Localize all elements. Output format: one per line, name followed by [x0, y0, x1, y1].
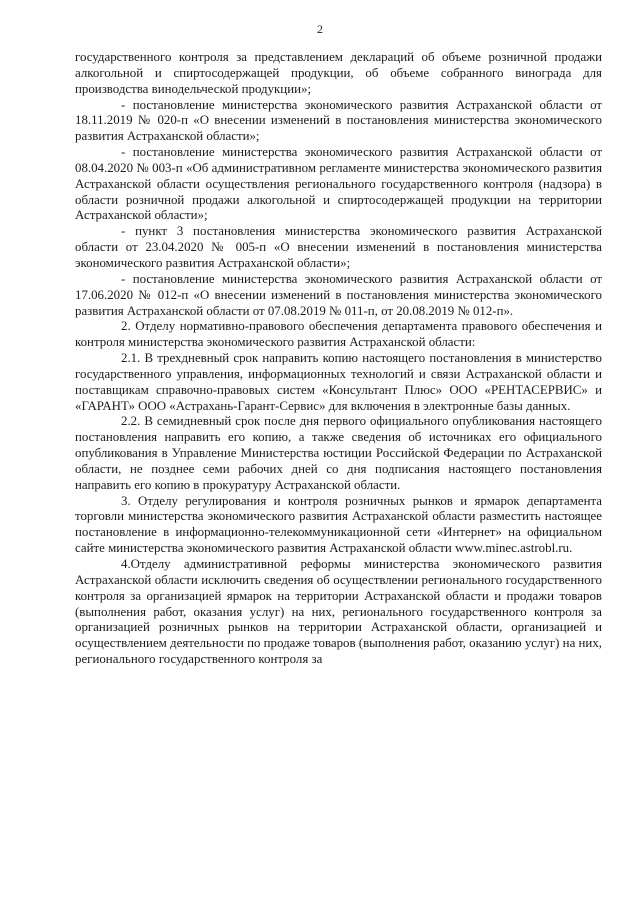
paragraph-item-2: 2. Отделу нормативно-правового обеспечения департамента правового обеспечения и контроля министерства экономического развития Астраханской области: — [75, 319, 602, 350]
paragraph-list-item: - постановление министерства экономического развития Астраханской области от 17.06.2020 № 012-п «О внесении изменений в постановления министерства экономического развития Астраханской области от 07.08.2019 № 011-п, от 20.08.2019 № 012-п». — [75, 271, 602, 318]
paragraph-continuation: государственного контроля за представлением деклараций об объеме розничной продажи алкогольной и спиртосодержащей продукции, об объеме собранного винограда для производства винодельческой продукции»; — [75, 50, 602, 96]
page-number: 2 — [317, 22, 323, 36]
paragraph-list-item: - пункт 3 постановления министерства экономического развития Астраханской области от 23.04.2020 № 005-п «О внесении изменений в постановления министерства экономического развития Астраханской области»; — [75, 224, 602, 270]
paragraph-item-3: 3. Отделу регулирования и контроля розничных рынков и ярмарок департамента торговли министерства экономического развития Астраханской области разместить настоящее постановление в информационно-телекоммуникационной сети «Интернет» на официальном сайте министерства экономического развития Астраханской области www.minec.astrobl.ru. — [75, 493, 602, 556]
paragraph-item-2-1: 2.1. В трехдневный срок направить копию настоящего постановления в министерство государственного управления, информационных технологий и связи Астраханской области и поставщикам справочно-правовых систем «Консультант Плюс» ООО «РЕНТАСЕРВИС» и «ГАРАНТ» ООО «Астрахань-Гарант-Сервис» для включения в электронные базы данных. — [75, 351, 602, 413]
paragraph-list-item: - постановление министерства экономического развития Астраханской области от 18.11.2019 № 020-п «О внесении изменений в постановления министерства экономического развития Астраханской области»; — [75, 97, 602, 144]
paragraph-item-2-2: 2.2. В семидневный срок после дня первого официального опубликования настоящего постановления направить его копию, а также сведения об источниках его официального опубликования в Управление Министерства юстиции Российской Федерации по Астраханской области, не позднее семи рабочих дней со дня подписания настоящего постановления направить его копию в прокуратуру Астраханской области. — [75, 414, 602, 492]
paragraph-item-4: 4.Отделу административной реформы министерства экономического развития Астраханской области исключить сведения об осуществлении регионального государственного контроля за организацией ярмарок на территории Астраханской области и продажи товаров (выполнения работ, оказания услуг) на них, регионального государственного контроля за организацией розничных рынков на территории Астраханской области, организацией и осуществлением деятельности по продаже товаров (выполнения работ, оказанию услуг) на них, регионального государственного контроля за — [75, 557, 602, 667]
paragraph-list-item: - постановление министерства экономического развития Астраханской области от 08.04.2020 № 003-п «Об административном регламенте министерства экономического развития Астраханской области осуществления регионального государственного контроля (надзора) в области розничной продажи алкогольной и спиртосодержащей продукции на территории Астраханской области»; — [75, 145, 602, 223]
document-body — [75, 50, 602, 668]
